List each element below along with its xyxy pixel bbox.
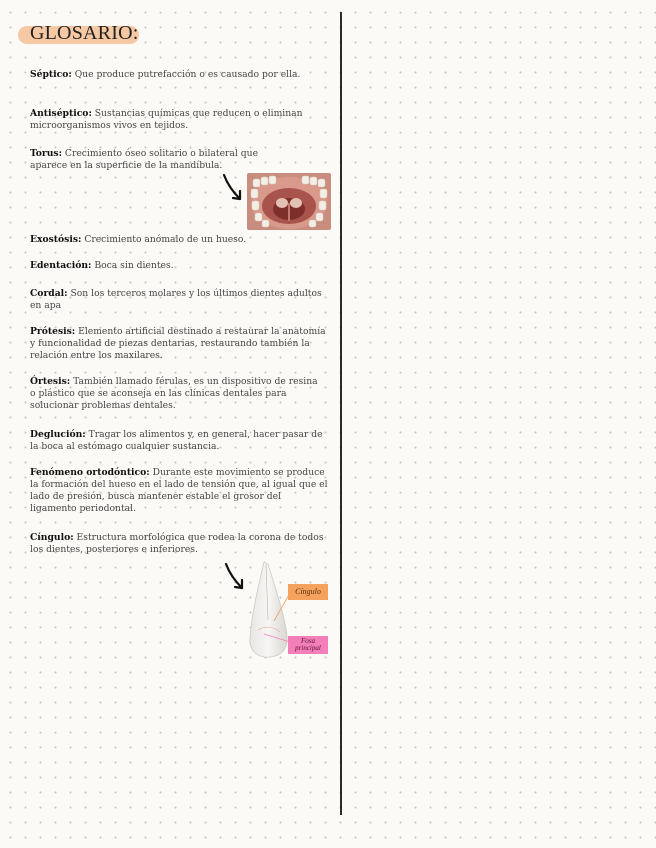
entry-definition: Que produce putrefacción o es causado por ella.: [74, 69, 301, 80]
entry-definition: Boca sin dientes.: [94, 260, 174, 271]
cingulo-label-tag: Cíngulo: [288, 584, 328, 600]
entry-definition: También llamado férulas, es un dispositivo de resina o plástico que se aconseja en las clínicas dentales para solucionar problemas dentales.: [30, 376, 318, 411]
entry-definition: Crecimiento anómalo de un hueso.: [84, 234, 247, 245]
entry-term: Cíngulo:: [30, 532, 74, 543]
glossary-entry-antiseptico: [30, 108, 328, 132]
glossary-entry-exostosis: [30, 234, 328, 246]
glossary-entry-septico: [30, 69, 328, 81]
entry-term: Edentación:: [30, 260, 92, 271]
glossary-entry-ortesis: [30, 376, 326, 412]
glossary-entry-torus: [30, 148, 292, 172]
entry-term: Torus:: [30, 148, 62, 159]
entry-definition: Son los terceros molares y los últimos dientes adultos en apa: [30, 288, 322, 311]
entry-definition: Estructura morfológica que rodea la corona de todos los dientes, posteriores e inferiores.: [30, 532, 324, 555]
entry-term: Prótesis:: [30, 326, 76, 337]
glossary-entry-cingulo: [30, 532, 326, 556]
entry-term: Deglución:: [30, 429, 86, 440]
glossary-entry-edentacion: [30, 260, 328, 272]
entry-term: Exostósis:: [30, 234, 82, 245]
pointer-arrow-icon: [220, 173, 246, 205]
fosa-principal-label-tag: Fosa principal: [288, 636, 328, 654]
entry-definition: Durante este movimiento se produce la formación del hueso en el lado de tensión que, al igual que el lado de presión, busca mantener estable el grosor del ligamento periodontal.: [30, 467, 328, 514]
entry-definition: Crecimiento óseo solitario o bilateral que aparece en la superficie de la mandíbula.: [30, 148, 259, 171]
page-title: GLOSARIO:: [30, 22, 139, 44]
entry-definition: Tragar los alimentos y, en general, hacer pasar de la boca al estómago cualquier sustancia.: [30, 429, 323, 452]
entry-term: Séptico:: [30, 69, 72, 80]
glossary-entry-deglucion: [30, 429, 328, 453]
entry-term: Cordal:: [30, 288, 68, 299]
torus-mouth-photo: [247, 173, 331, 230]
entry-term: Órtesis:: [30, 376, 71, 387]
entry-definition: Elemento artificial destinado a restaurar la anatomía y funcionalidad de piezas dentarias, restaurando también la relación entre los maxilares.: [30, 326, 326, 361]
glossary-entry-cordal: [30, 288, 328, 312]
entry-term: Antiséptico:: [30, 108, 92, 119]
entry-term: Fenómeno ortodóntico:: [30, 467, 150, 478]
column-divider: [340, 12, 342, 815]
glossary-entry-fenomeno-ortodontico: [30, 467, 328, 515]
entry-definition: Sustancias químicas que reducen o eliminan microorganismos vivos en tejidos.: [30, 108, 303, 131]
glossary-entry-protesis: [30, 326, 328, 362]
